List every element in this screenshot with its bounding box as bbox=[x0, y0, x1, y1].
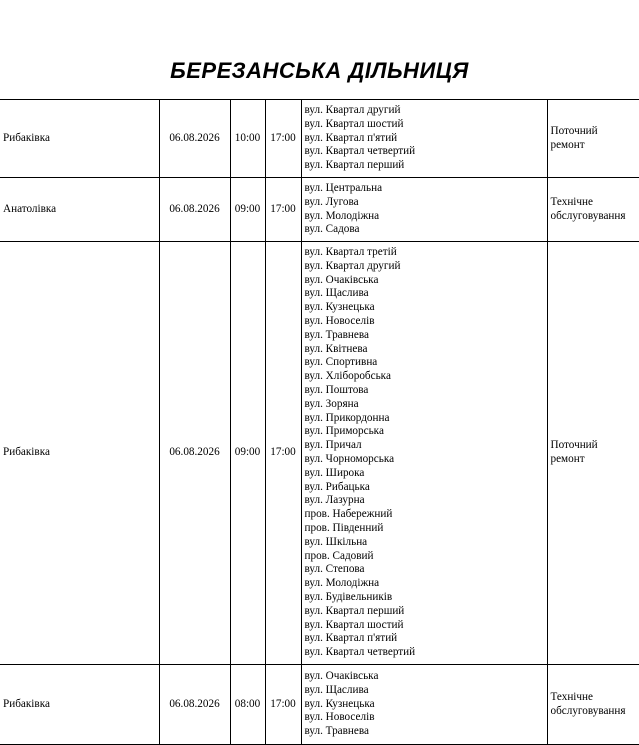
street-item: вул. Новоселів bbox=[304, 711, 375, 724]
settlement-cell: Рибаківка bbox=[0, 242, 159, 665]
street-item: вул. Щаслива bbox=[304, 287, 369, 300]
outage-schedule-table bbox=[0, 99, 639, 745]
street-item: вул. Квартал шостий bbox=[304, 618, 404, 631]
streets-cell bbox=[301, 100, 547, 178]
street-item: вул. Кузнецька bbox=[304, 301, 375, 314]
work-type-label: Поточний ремонт bbox=[550, 439, 598, 465]
street-item: вул. Квітнева bbox=[304, 342, 368, 355]
street-item: вул. Прикордонна bbox=[304, 411, 390, 424]
end-time-cell: 17:00 bbox=[265, 665, 301, 745]
street-item: вул. Молодіжна bbox=[304, 209, 380, 222]
date-cell: 06.08.2026 bbox=[159, 100, 230, 178]
street-item: вул. Шкільна bbox=[304, 535, 368, 548]
street-item: вул. Квартал перший bbox=[304, 159, 405, 172]
street-item: вул. Кузнецька bbox=[304, 697, 375, 710]
date-cell: 06.08.2026 bbox=[159, 178, 230, 242]
street-item: вул. Лугова bbox=[304, 195, 359, 208]
street-item: вул. Центральна bbox=[304, 181, 383, 194]
work-type-label: Технічне обслуговування bbox=[550, 195, 626, 222]
table-row bbox=[0, 665, 639, 745]
start-time-cell: 09:00 bbox=[230, 178, 265, 242]
street-item: вул. Щаслива bbox=[304, 683, 369, 696]
street-item: вул. Травнева bbox=[304, 725, 369, 738]
street-item: вул. Молодіжна bbox=[304, 577, 380, 590]
streets-cell bbox=[301, 665, 547, 745]
street-item: вул. Квартал другий bbox=[304, 104, 401, 116]
table-row bbox=[0, 242, 639, 665]
work-type-cell bbox=[547, 178, 639, 242]
end-time-cell: 17:00 bbox=[265, 100, 301, 178]
street-item: вул. Квартал перший bbox=[304, 604, 405, 617]
date-cell: 06.08.2026 bbox=[159, 665, 230, 745]
street-item: пров. Садовий bbox=[304, 549, 374, 562]
date-cell: 06.08.2026 bbox=[159, 242, 230, 665]
work-type-label: Поточний ремонт bbox=[550, 124, 598, 151]
street-item: вул. Рибацька bbox=[304, 480, 370, 493]
street-item: вул. Квартал четвертий bbox=[304, 145, 416, 158]
table-row bbox=[0, 178, 639, 242]
settlement-cell: Рибаківка bbox=[0, 100, 159, 178]
streets-cell bbox=[301, 242, 547, 665]
street-item: вул. Причал bbox=[304, 439, 362, 452]
street-item: пров. Набережний bbox=[304, 508, 393, 521]
street-item: вул. Чорноморська bbox=[304, 453, 395, 465]
street-item: вул. Квартал п'ятий bbox=[304, 632, 398, 645]
street-item: вул. Спортивна bbox=[304, 356, 378, 369]
street-item: вул. Квартал другий bbox=[304, 259, 401, 272]
streets-cell bbox=[301, 178, 547, 242]
table-row bbox=[0, 100, 639, 178]
work-type-cell bbox=[547, 665, 639, 745]
street-item: вул. Зоряна bbox=[304, 397, 359, 410]
street-item: вул. Степова bbox=[304, 563, 365, 576]
street-item: вул. Широка bbox=[304, 466, 365, 479]
street-item: вул. Новоселів bbox=[304, 315, 375, 328]
start-time-cell: 10:00 bbox=[230, 100, 265, 178]
work-type-label: Технічне обслуговування bbox=[550, 690, 626, 717]
street-item: вул. Садова bbox=[304, 223, 360, 236]
street-item: вул. Квартал третій bbox=[304, 246, 397, 259]
street-item: вул. Квартал шостий bbox=[304, 117, 404, 130]
end-time-cell: 17:00 bbox=[265, 178, 301, 242]
page-title: БЕРЕЗАНСЬКА ДІЛЬНИЦЯ bbox=[170, 58, 469, 83]
work-type-cell bbox=[547, 100, 639, 178]
street-item: пров. Південний bbox=[304, 521, 384, 534]
start-time-cell: 08:00 bbox=[230, 665, 265, 745]
start-time-cell: 09:00 bbox=[230, 242, 265, 665]
street-item: вул. Квартал п'ятий bbox=[304, 131, 398, 144]
street-item: вул. Поштова bbox=[304, 384, 369, 397]
street-item: вул. Приморська bbox=[304, 425, 384, 438]
street-item: вул. Будівельників bbox=[304, 590, 393, 603]
end-time-cell: 17:00 bbox=[265, 242, 301, 665]
settlement-cell: Анатолівка bbox=[0, 178, 159, 242]
street-item: вул. Лазурна bbox=[304, 494, 365, 507]
street-item: вул. Очаківська bbox=[304, 670, 379, 682]
street-item: вул. Хліборобська bbox=[304, 370, 391, 383]
street-item: вул. Квартал четвертий bbox=[304, 646, 416, 659]
work-type-cell bbox=[547, 242, 639, 665]
table-body bbox=[0, 100, 639, 745]
settlement-cell: Рибаківка bbox=[0, 665, 159, 745]
street-item: вул. Очаківська bbox=[304, 273, 379, 286]
street-item: вул. Травнева bbox=[304, 328, 369, 341]
